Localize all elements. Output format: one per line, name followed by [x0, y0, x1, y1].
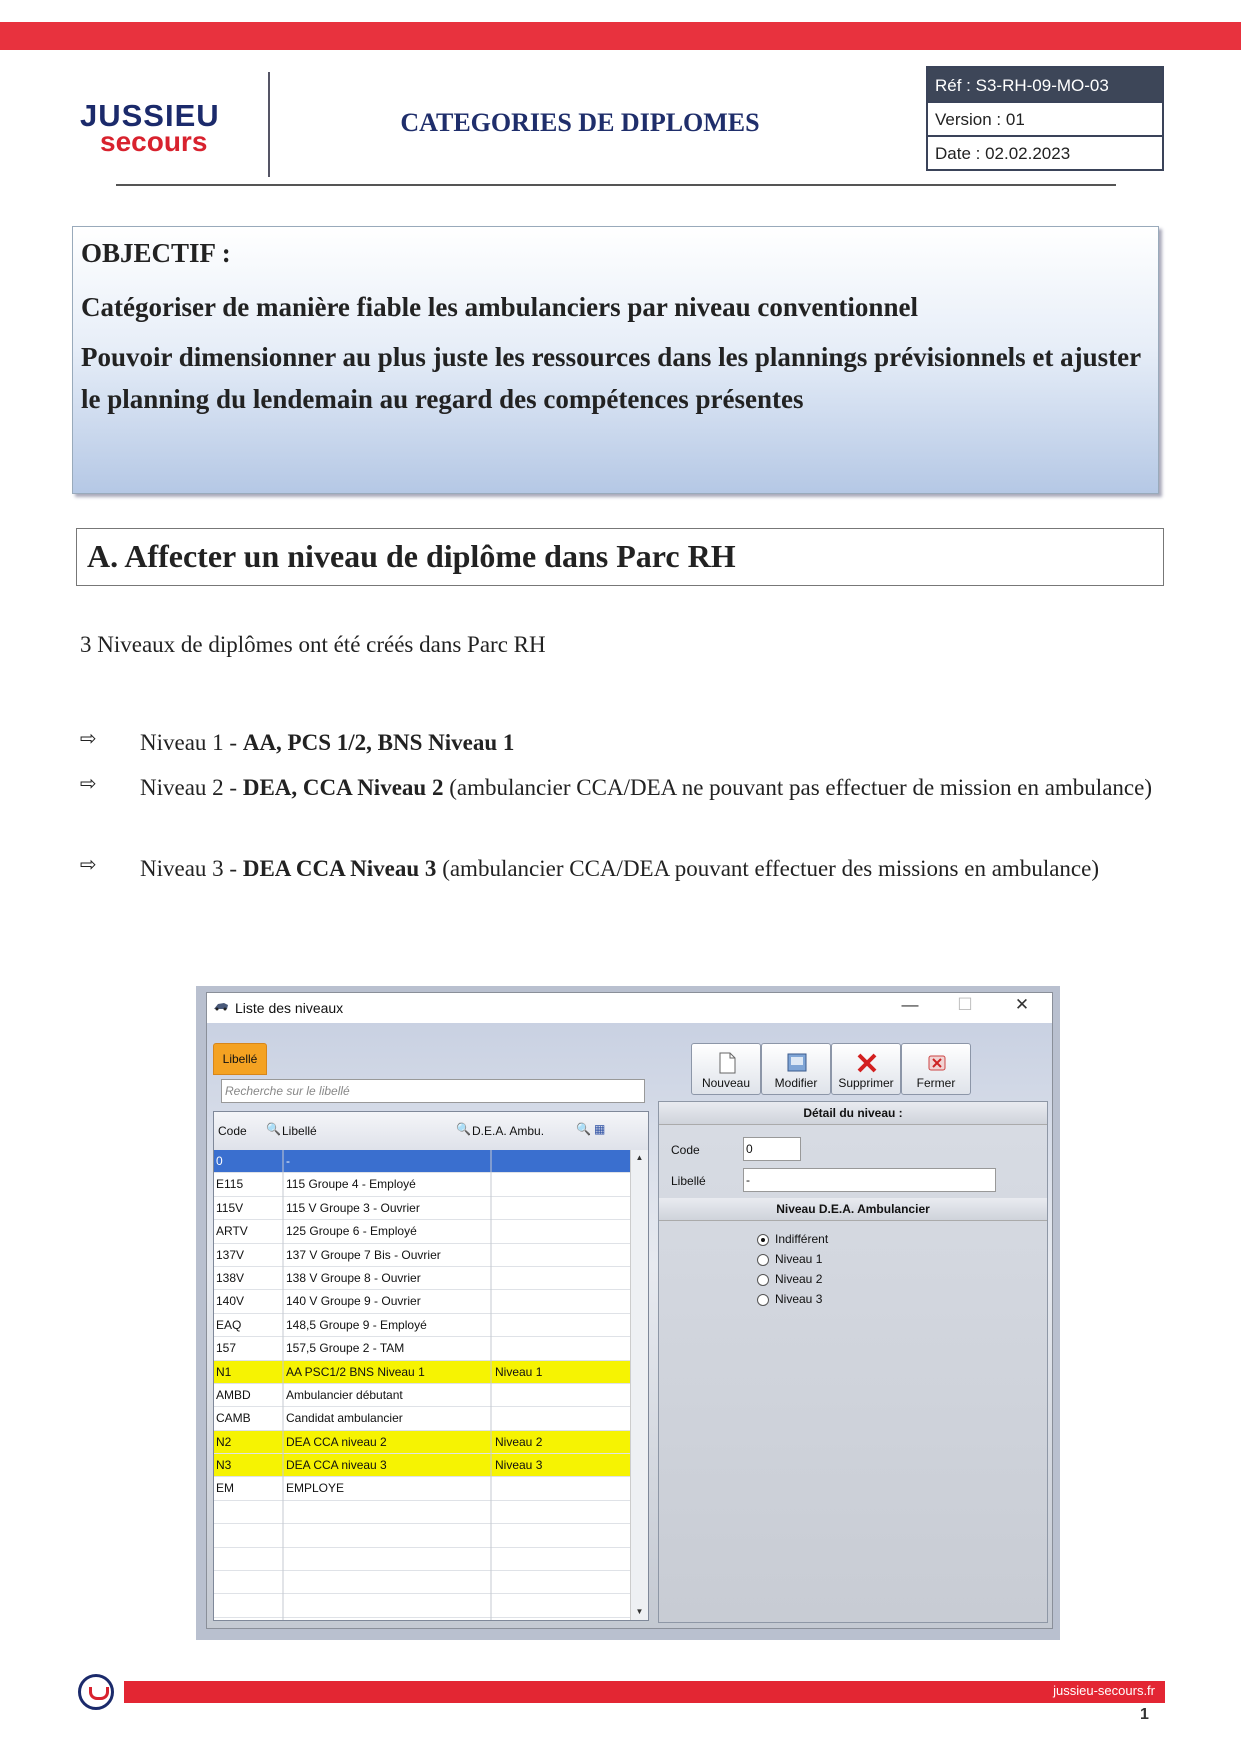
cell-dea: Niveau 3: [495, 1458, 543, 1473]
arrow-icon: ⇨: [80, 726, 97, 750]
detail-title: Détail du niveau :: [659, 1102, 1047, 1125]
cell-code: 140V: [216, 1294, 245, 1309]
cell-code: 115V: [216, 1200, 244, 1215]
window-title: Liste des niveaux: [235, 1000, 344, 1016]
cell-dea: Niveau 2: [495, 1434, 543, 1449]
table-row[interactable]: [214, 1314, 630, 1337]
cell-code: N2: [216, 1434, 232, 1449]
col-libelle[interactable]: Libellé: [282, 1124, 317, 1138]
scroll-down-icon[interactable]: ▼: [635, 1607, 644, 1616]
column-config-icon[interactable]: ▦: [594, 1122, 606, 1136]
cell-libelle: 115 V Groupe 3 - Ouvrier: [286, 1200, 420, 1215]
cell-libelle: 148,5 Groupe 9 - Employé: [286, 1317, 427, 1332]
logo-line2: secours: [100, 126, 208, 157]
arrow-icon: ⇨: [80, 852, 97, 876]
app-icon: [213, 1001, 229, 1011]
reference-box: [926, 66, 1164, 171]
cell-libelle: DEA CCA niveau 2: [286, 1434, 387, 1449]
maximize-button[interactable]: ☐: [957, 995, 973, 1014]
section-a-heading: A. Affecter un niveau de diplôme dans Parc RH: [76, 528, 1164, 586]
cell-code: ARTV: [216, 1224, 248, 1239]
cell-code: EM: [216, 1481, 234, 1496]
radio-niveau-2[interactable]: Niveau 2: [757, 1272, 822, 1286]
window-titlebar: [207, 993, 1052, 1023]
tab-libelle[interactable]: Libellé: [213, 1043, 267, 1075]
window-client: [207, 1023, 1052, 1628]
top-red-bar: [0, 22, 1241, 50]
radio-niveau-1[interactable]: Niveau 1: [757, 1252, 822, 1266]
radio-icon: [757, 1254, 769, 1266]
code-field[interactable]: 0: [743, 1137, 801, 1161]
cell-libelle: 115 Groupe 4 - Employé: [286, 1177, 416, 1192]
objectif-line1: Catégoriser de manière fiable les ambulanciers par niveau conventionnel: [81, 292, 918, 322]
fermer-button[interactable]: Fermer: [901, 1043, 971, 1095]
cell-code: E115: [216, 1177, 244, 1192]
header-rule: [116, 184, 1116, 186]
bullet-niveau-3: ⇨ Niveau 3 - DEA CCA Niveau 3 (ambulancier CCA/DEA pouvant effectuer des missions en ambulance): [80, 852, 1099, 881]
header-divider: [268, 72, 270, 177]
cell-code: 137V: [216, 1247, 245, 1262]
cell-libelle: Candidat ambulancier: [286, 1411, 403, 1426]
close-icon: [902, 1050, 972, 1076]
table-row[interactable]: [214, 1244, 630, 1267]
reference-code: Réf : S3-RH-09-MO-03: [926, 66, 1164, 103]
table-row[interactable]: [214, 1431, 630, 1454]
table-row[interactable]: [214, 1594, 630, 1617]
cell-code: 157: [216, 1341, 237, 1356]
cell-code: AMBD: [216, 1387, 251, 1402]
table-row[interactable]: [214, 1524, 630, 1547]
cell-libelle: -: [286, 1154, 290, 1168]
table-row[interactable]: [214, 1477, 630, 1500]
search-icon[interactable]: 🔍: [576, 1122, 591, 1136]
page-number: 1: [1140, 1706, 1149, 1723]
radio-icon: [757, 1274, 769, 1286]
cell-libelle: DEA CCA niveau 3: [286, 1458, 387, 1473]
radio-selected-icon: [757, 1234, 769, 1246]
objectif-box: [72, 226, 1159, 494]
section-a-intro: 3 Niveaux de diplômes ont été créés dans Parc RH: [80, 632, 546, 657]
new-document-icon: [692, 1050, 762, 1076]
table-row[interactable]: [214, 1571, 630, 1594]
table-row[interactable]: [214, 1173, 630, 1196]
table-row[interactable]: [214, 1197, 630, 1220]
table-row[interactable]: [214, 1361, 630, 1384]
libelle-field[interactable]: -: [743, 1168, 996, 1192]
cell-code: EAQ: [216, 1317, 242, 1332]
cell-libelle: 137 V Groupe 7 Bis - Ouvrier: [286, 1247, 441, 1262]
cell-code: 0: [216, 1154, 223, 1168]
cell-code: N1: [216, 1364, 232, 1379]
jussieu-logo: [80, 100, 255, 160]
col-code[interactable]: Code: [218, 1124, 247, 1138]
cell-code: 138V: [216, 1270, 245, 1285]
search-icon[interactable]: 🔍: [456, 1122, 471, 1136]
modifier-button[interactable]: Modifier: [761, 1043, 831, 1095]
edit-icon: [762, 1050, 832, 1076]
code-label: Code: [671, 1143, 700, 1157]
table-row[interactable]: [214, 1501, 630, 1524]
cell-code: N3: [216, 1458, 232, 1473]
search-icon[interactable]: 🔍: [266, 1122, 281, 1136]
scroll-up-icon[interactable]: ▲: [635, 1153, 644, 1162]
arrow-icon: ⇨: [80, 771, 97, 795]
cell-libelle: AA PSC1/2 BNS Niveau 1: [286, 1364, 425, 1379]
version: Version : 01: [926, 103, 1164, 137]
table-row[interactable]: [214, 1384, 630, 1407]
footer-logo-icon: [78, 1674, 114, 1710]
cell-dea: Niveau 1: [495, 1364, 543, 1379]
radio-niveau-3[interactable]: Niveau 3: [757, 1292, 822, 1306]
cell-libelle: 140 V Groupe 9 - Ouvrier: [286, 1294, 421, 1309]
close-button[interactable]: ✕: [1014, 995, 1030, 1014]
table-row[interactable]: [214, 1407, 630, 1430]
table-row[interactable]: [214, 1150, 630, 1173]
table-row[interactable]: [214, 1267, 630, 1290]
table-row[interactable]: [214, 1220, 630, 1243]
cell-libelle: 125 Groupe 6 - Employé: [286, 1224, 417, 1239]
date: Date : 02.02.2023: [926, 137, 1164, 171]
bullet-niveau-1: ⇨ Niveau 1 - AA, PCS 1/2, BNS Niveau 1: [80, 726, 515, 755]
supprimer-button[interactable]: Supprimer: [831, 1043, 901, 1095]
cell-libelle: 138 V Groupe 8 - Ouvrier: [286, 1270, 421, 1285]
liste-des-niveaux-window: [206, 992, 1053, 1629]
libelle-label: Libellé: [671, 1174, 706, 1188]
cell-libelle: 157,5 Groupe 2 - TAM: [286, 1341, 405, 1356]
cell-code: CAMB: [216, 1411, 251, 1426]
bullet-niveau-2: ⇨ Niveau 2 - DEA, CCA Niveau 2 (ambulancier CCA/DEA ne pouvant pas effectuer de mission en ambulance): [80, 771, 1152, 800]
objectif-title: OBJECTIF :: [81, 238, 231, 268]
document-title: CATEGORIES DE DIPLOMES: [400, 108, 760, 137]
footer-url: jussieu-secours.fr: [1053, 1683, 1155, 1698]
search-input[interactable]: Recherche sur le libellé: [221, 1079, 645, 1103]
table-body: [214, 1150, 630, 1618]
minimize-button[interactable]: —: [901, 995, 919, 1014]
detail-panel: [658, 1101, 1048, 1623]
table-row[interactable]: [214, 1548, 630, 1571]
table-row[interactable]: [214, 1337, 630, 1360]
table-row[interactable]: [214, 1290, 630, 1313]
cell-libelle: EMPLOYE: [286, 1481, 345, 1496]
table-row[interactable]: [214, 1454, 630, 1477]
delete-icon: [832, 1050, 902, 1076]
niveaux-table: [213, 1111, 649, 1621]
niveau-dea-title: Niveau D.E.A. Ambulancier: [659, 1198, 1047, 1221]
table-scrollbar[interactable]: [630, 1150, 648, 1620]
radio-icon: [757, 1294, 769, 1306]
table-header: [214, 1112, 648, 1151]
footer-bar: [124, 1681, 1165, 1703]
cell-libelle: Ambulancier débutant: [286, 1387, 403, 1402]
col-dea[interactable]: D.E.A. Ambu.: [472, 1124, 545, 1138]
logo-line1: JUSSIEU: [80, 98, 220, 133]
radio-indifferent[interactable]: Indifférent: [757, 1232, 828, 1246]
nouveau-button[interactable]: Nouveau: [691, 1043, 761, 1095]
objectif-line2: Pouvoir dimensionner au plus juste les ressources dans les plannings prévisionnels et ajuster le planning du lendemain au regard des compétences présentes: [81, 342, 1141, 414]
